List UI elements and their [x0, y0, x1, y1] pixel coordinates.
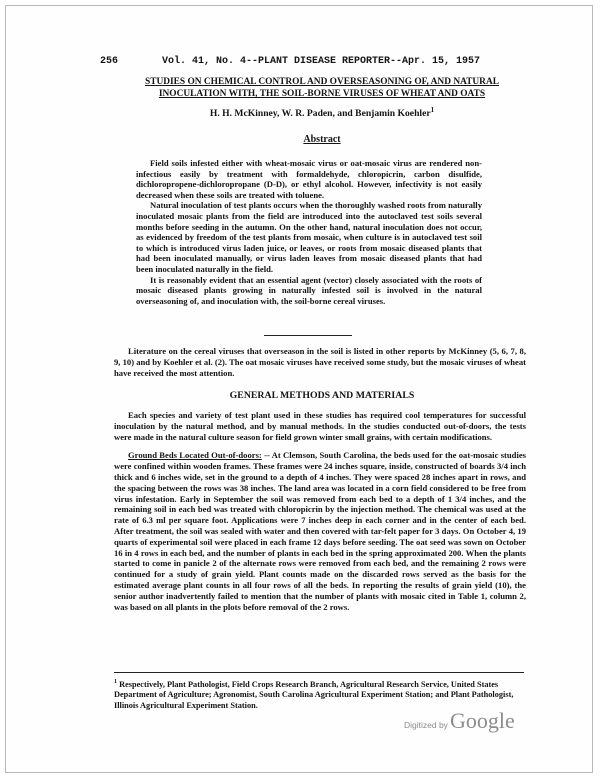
- journal-citation: Vol. 41, No. 4--PLANT DISEASE REPORTER--Apr. 15, 1957: [162, 56, 481, 67]
- ground-beds-text: -- At Clemson, South Carolina, the beds used for the oat-mosaic studies were confined within wooden frames. These frames were 24 inches square, inside, constructed of boards 3/4 inch thick and 6 inches wide, set in the ground to a depth of 4 inches. They were spaced 28 inches apart in rows, and the spacing between the rows was 38 inches. The land area was located in a corn field considered to be free from virus infestation. Early in September the soil was removed from each bed to a depth of 1 3/4 inches, and the remaining soil in each bed was treated with chloropicrin by the injection method. The chemical was used at the rate of 6.3 ml per square foot. Applications were 7 inches deep in each corner and in the center of each bed. After treatment, the soil was sealed with water and then covered with tar-felt paper for 3 days. On October 4, 19 quarts of experimental soil were placed in each frame 12 days before seeding. The oat seed was sown on October 16 in 4 rows in each bed, and the number of plants in each bed in the spring approximated 200. When the plants started to come in panicle 2 of the alternate rows were removed from each bed, and the remaining 2 rows were continued for a study of grain yield. Plant counts made on the discarded rows served as the basis for the estimated average plant counts in all four rows of all the beds. In reporting the results of grain yield (10), the senior author inadvertently failed to mention that the number of plants with mosaic cited in Table 1, column 2, was based on all plants in the plots before removal of the 2 rows.: [114, 450, 526, 612]
- article-title: [112, 76, 532, 100]
- abstract-paragraph-3: It is reasonably evident that an essential agent (vector) closely associated with the roots of mosaic diseased plants growing in naturally infested soil is involved in the natural overseasoning of, and inoculation with, the soil-borne cereal viruses.: [136, 274, 482, 306]
- section-heading: GENERAL METHODS AND MATERIALS: [229, 390, 415, 401]
- ground-beds-subheading: Ground Beds Located Out-of-doors:: [128, 450, 262, 461]
- page-number: 256: [100, 56, 119, 67]
- footnote-mark: 1: [114, 679, 117, 685]
- footnote: [114, 677, 526, 711]
- abstract: [136, 158, 482, 306]
- footnote-text: Respectively, Plant Pathologist, Field Crops Research Branch, Agricultural Research Service, United States Department of Agriculture; Agronomist, South Carolina Agricultural Experiment Station; and Plant Pathologist, Illinois Agricultural Experiment Station.: [114, 679, 514, 710]
- google-watermark: [404, 708, 515, 734]
- google-logo: Google: [449, 708, 515, 733]
- abstract-heading: Abstract: [303, 134, 341, 145]
- author-names: H. H. McKinney, W. R. Paden, and Benjamin Koehler: [209, 108, 431, 120]
- intro-text: [114, 346, 526, 378]
- author-footnote-mark: 1: [430, 106, 435, 114]
- methods-paragraph-2: [114, 450, 526, 612]
- intro-paragraph: Literature on the cereal viruses that overseason in the soil is listed in other reports by McKinney (5, 6, 7, 8, 9, 10) and by Koehler et al. (2). The oat mosaic viruses have received some study, but the mosaic viruses of wheat have received the most attention.: [114, 346, 526, 378]
- digitized-by-text: Digitized by: [404, 720, 448, 730]
- title-line-2: INOCULATION WITH, THE SOIL-BORNE VIRUSES OF WHEAT AND OATS: [158, 89, 486, 99]
- scanned-page: [5, 5, 593, 773]
- methods-paragraph-1: Each species and variety of test plant used in these studies has required cool temperatures for successful inoculation by the natural method, and by manual methods. In the studies conducted out-of-doors, the tests were made in the natural culture season for field grown winter small grains, with certain modifications.: [114, 410, 526, 442]
- abstract-divider: [264, 335, 352, 336]
- methods-text: [114, 410, 526, 612]
- title-line-1: STUDIES ON CHEMICAL CONTROL AND OVERSEASONING OF, AND NATURAL: [145, 77, 499, 87]
- abstract-paragraph-1: Field soils infested either with wheat-mosaic virus or oat-mosaic virus are rendered non-infectious easily by treatment with formaldehyde, chloropicrin, carbon disulfide, dichloropropene-dichloropropane (D-D), or ethyl alcohol. However, infectivity is not easily decreased when these soils are treated with toluene.: [136, 158, 482, 200]
- author-line: [112, 106, 532, 119]
- abstract-paragraph-2: Natural inoculation of test plants occurs when the thoroughly washed roots from naturally inoculated mosaic plants from the field are introduced into the autoclaved test soils several months before seeding in the autumn. On the other hand, natural inoculation does not occur, as evidenced by freedom of the test plants from mosaic, when culture is in autoclaved test soil to which is introduced virus laden juice, or leaves, or roots from mosaic diseased plants that had been inoculated manually, or virus laden leaves from mosaic diseased plants that had been inoculated naturally in the field.: [136, 200, 482, 274]
- footnote-rule: [114, 672, 524, 673]
